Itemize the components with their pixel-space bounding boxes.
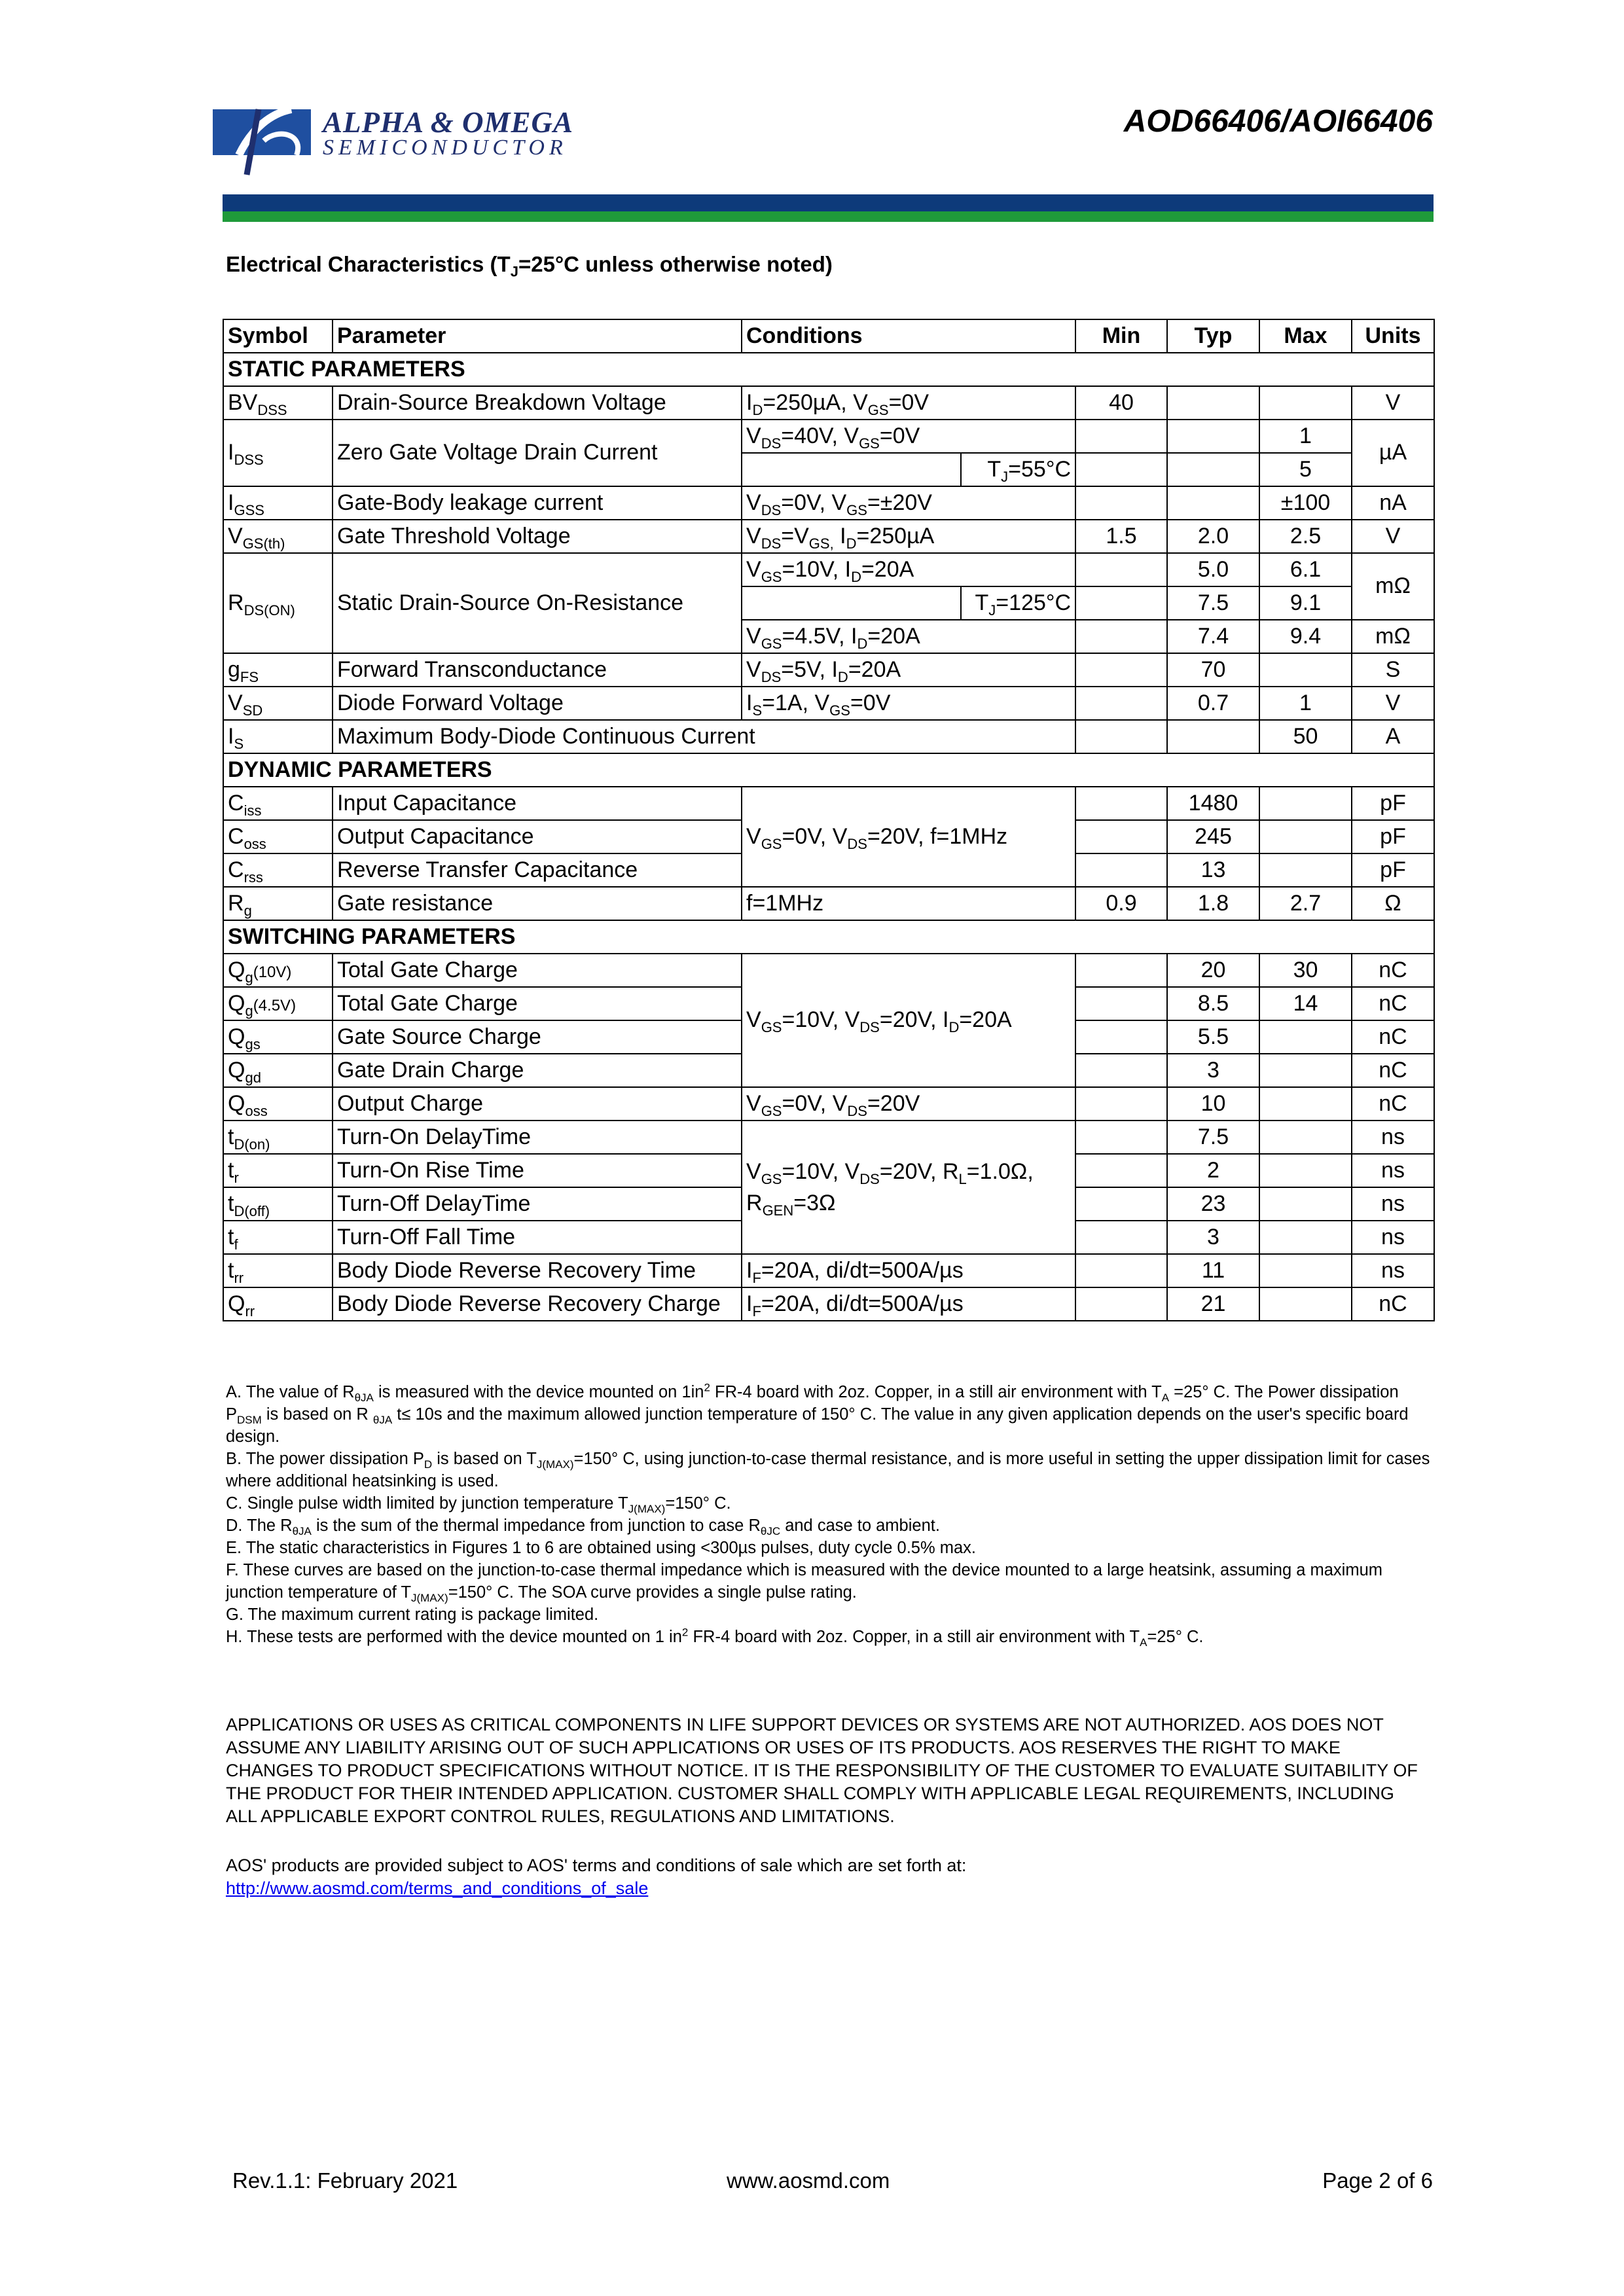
conditions-cell: $V_{GS}=4.5V$, $I_D=20A$: [742, 620, 1075, 653]
typ-cell: 2.0: [1167, 520, 1259, 553]
typ-cell: 3: [1167, 1221, 1259, 1254]
min-cell: [1075, 787, 1167, 820]
symbol-cell: $V_{SD}$: [223, 687, 333, 720]
symbol-cell: $t_{rr}$: [223, 1254, 333, 1287]
min-cell: [1075, 954, 1167, 987]
conditions-cell: $I_D=250\mu A$, $V_{GS}=0V$: [742, 386, 1075, 420]
min-cell: 1.5: [1075, 520, 1167, 553]
units-cell: ns: [1352, 1254, 1434, 1287]
max-cell: [1259, 1187, 1352, 1221]
min-cell: [1075, 486, 1167, 520]
note-b: B. The power dissipation $P_D$ is based on $T_{J(MAX)}=150^\circ$ C, using junction-to-case thermal resistance, and is more useful in setting the upper dissipation limit for cases where additional heatsinking is used.: [226, 1450, 1430, 1490]
symbol-cell: $Q_{rr}$: [223, 1287, 333, 1321]
symbol-cell: $C_{oss}$: [223, 820, 333, 853]
units-cell: nC: [1352, 987, 1434, 1020]
max-cell: [1259, 1020, 1352, 1054]
parameter-cell: Body Diode Reverse Recovery Time: [333, 1254, 742, 1287]
switching-parameters-title: SWITCHING PARAMETERS: [223, 920, 1434, 954]
max-cell: [1259, 1121, 1352, 1154]
conditions-cell: $I_S=1A$, $V_{GS}=0V$: [742, 687, 1075, 720]
units-cell: S: [1352, 653, 1434, 687]
min-cell: [1075, 987, 1167, 1020]
units-cell: ns: [1352, 1121, 1434, 1154]
max-cell: [1259, 653, 1352, 687]
units-cell: mΩ: [1352, 553, 1434, 620]
symbol-cell: $I_S$: [223, 720, 333, 753]
parameter-cell: Gate resistance: [333, 887, 742, 920]
parameter-cell: Output Charge: [333, 1087, 742, 1121]
typ-cell: [1167, 420, 1259, 453]
typ-cell: 70: [1167, 653, 1259, 687]
logo-subtitle: SEMICONDUCTOR: [323, 135, 568, 160]
max-cell: 2.7: [1259, 887, 1352, 920]
min-cell: [1075, 1254, 1167, 1287]
units-cell: V: [1352, 520, 1434, 553]
symbol-cell: $Q_{gs}$: [223, 1020, 333, 1054]
min-cell: [1075, 420, 1167, 453]
max-cell: [1259, 1154, 1352, 1187]
max-cell: 9.4: [1259, 620, 1352, 653]
table-header-row: [223, 319, 1434, 353]
units-cell: mΩ: [1352, 620, 1434, 653]
header-min: Min: [1075, 319, 1167, 353]
parameter-cell: Turn-On Rise Time: [333, 1154, 742, 1187]
max-cell: 50: [1259, 720, 1352, 753]
symbol-cell: $BV_{DSS}$: [223, 386, 333, 420]
typ-cell: 1.8: [1167, 887, 1259, 920]
typ-cell: 7.4: [1167, 620, 1259, 653]
conditions-cell: $I_F=20A$, di/dt=500A/µs: [742, 1287, 1075, 1321]
note-h: H. These tests are performed with the device mounted on 1 $in^2$ FR-4 board with 2oz. Copper, in a still air environment with $T_A=25^\circ$ C.: [226, 1626, 1204, 1649]
note-f: F. These curves are based on the junction-to-case thermal impedance which is measured with the device mounted to a large heatsink, assuming a maximum junction temperature of $T_{J(MAX)}=150^\circ$ C. The SOA curve provides a single pulse rating.: [226, 1561, 1383, 1605]
parameter-cell: Total Gate Charge: [333, 954, 742, 987]
max-cell: [1259, 1087, 1352, 1121]
section-row-static: [223, 353, 1434, 386]
typ-cell: 23: [1167, 1187, 1259, 1221]
part-number: AOD66406/AOI66406: [1123, 104, 1433, 139]
alpha-omega-logo-icon: [213, 101, 311, 180]
note-a: A. The value of $R_{\theta JA}$ is measured with the device mounted on $1in^2$ FR-4 board with 2oz. Copper, in a still air environment with $T_A =25^\circ$ C. The Power dissipation $P_{DSM}$ is based on R $_{\theta JA}$ t≤ 10s and the maximum allowed junction temperature of 150° C. The value in any given application depends on the user's specific board design.: [226, 1381, 1409, 1446]
conditions-cell: $V_{GS}=10V$, $V_{DS}=20V$, $R_L=1.0\Omega$, $R_{GEN}=3\Omega$: [742, 1121, 1075, 1254]
symbol-cell: $I_{DSS}$: [223, 420, 333, 486]
conditions-cell: $V_{GS}=0V$, $V_{DS}=20V$, f=1MHz: [742, 787, 1075, 887]
max-cell: [1259, 1221, 1352, 1254]
header-band-green: [223, 211, 1434, 222]
units-cell: µA: [1352, 420, 1434, 486]
parameter-cell: Gate Source Charge: [333, 1020, 742, 1054]
terms-link[interactable]: http://www.aosmd.com/terms_and_conditions_of_sale: [226, 1878, 649, 1898]
min-cell: [1075, 1221, 1167, 1254]
conditions-cell: $V_{DS}=V_{GS,}$ $I_D=250\mu A$: [742, 520, 1075, 553]
max-cell: 1: [1259, 687, 1352, 720]
legal-disclaimer: APPLICATIONS OR USES AS CRITICAL COMPONENTS IN LIFE SUPPORT DEVICES OR SYSTEMS ARE NOT AUTHORIZED. AOS DOES NOT ASSUME ANY LIABILITY ARISING OUT OF SUCH APPLICATIONS OR USES OF ITS PRODUCTS. AOS RESERVES THE RIGHT TO MAKE CHANGES TO PRODUCT SPECIFICATIONS WITHOUT NOTICE. IT IS THE RESPONSIBILITY OF THE CUSTOMER TO EVALUATE SUITABILITY OF THE PRODUCT FOR THEIR INTENDED APPLICATION. CUSTOMER SHALL COMPLY WITH APPLICABLE LEGAL REQUIREMENTS, INCLUDING ALL APPLICABLE EXPORT CONTROL RULES, REGULATIONS AND LIMITATIONS.: [226, 1715, 1418, 1826]
dynamic-parameters-title: DYNAMIC PARAMETERS: [223, 753, 1434, 787]
max-cell: [1259, 787, 1352, 820]
units-cell: nC: [1352, 954, 1434, 987]
table-row: [223, 787, 1434, 820]
symbol-cell: $Q_{gd}$: [223, 1054, 333, 1087]
typ-cell: [1167, 386, 1259, 420]
symbol-cell: $R_g$: [223, 887, 333, 920]
max-cell: ±100: [1259, 486, 1352, 520]
min-cell: [1075, 687, 1167, 720]
min-cell: [1075, 820, 1167, 853]
note-g: G. The maximum current rating is package limited.: [226, 1605, 599, 1624]
symbol-cell: $I_{GSS}$: [223, 486, 333, 520]
table-row: [223, 720, 1434, 753]
min-cell: [1075, 1020, 1167, 1054]
min-cell: [1075, 620, 1167, 653]
terms-block: [226, 1854, 1424, 1900]
min-cell: [1075, 553, 1167, 586]
section-title: Electrical Characteristics ($T_J=25^\circ C$ unless otherwise noted): [226, 252, 833, 280]
header-band-blue: [223, 194, 1434, 211]
parameter-cell: Output Capacitance: [333, 820, 742, 853]
min-cell: [1075, 1187, 1167, 1221]
units-cell: nA: [1352, 486, 1434, 520]
parameter-cell: Gate Drain Charge: [333, 1054, 742, 1087]
units-cell: ns: [1352, 1221, 1434, 1254]
table-row: [223, 486, 1434, 520]
units-cell: pF: [1352, 787, 1434, 820]
min-cell: [1075, 586, 1167, 620]
parameter-cell: Maximum Body-Diode Continuous Current: [333, 720, 1075, 753]
note-d: D. The $R_{\theta JA}$ is the sum of the thermal impedance from junction to case $R_{\theta JC}$ and case to ambient.: [226, 1516, 940, 1538]
table-row: [223, 1254, 1434, 1287]
max-cell: 6.1: [1259, 553, 1352, 586]
header-typ: Typ: [1167, 319, 1259, 353]
parameter-cell: Gate Threshold Voltage: [333, 520, 742, 553]
typ-cell: 20: [1167, 954, 1259, 987]
conditions-cell: $V_{GS}=0V$, $V_{DS}=20V$: [742, 1087, 1075, 1121]
footnotes: [226, 1381, 1437, 1648]
conditions-cell: f=1MHz: [742, 887, 1075, 920]
symbol-cell: $V_{GS(th)}$: [223, 520, 333, 553]
units-cell: pF: [1352, 820, 1434, 853]
max-cell: 2.5: [1259, 520, 1352, 553]
units-cell: ns: [1352, 1154, 1434, 1187]
conditions-cell: $I_F=20A$, di/dt=500A/µs: [742, 1254, 1075, 1287]
parameter-cell: Static Drain-Source On-Resistance: [333, 553, 742, 653]
units-cell: A: [1352, 720, 1434, 753]
tj-condition-cell: $T_J=125^\circ C$: [961, 586, 1075, 620]
footer-website: www.aosmd.com: [727, 2168, 890, 2193]
logo-name: ALPHA & OMEGA: [323, 106, 574, 139]
static-parameters-title: STATIC PARAMETERS: [223, 353, 1434, 386]
max-cell: 30: [1259, 954, 1352, 987]
table-row: [223, 420, 1434, 453]
conditions-cell: $V_{DS}=5V$, $I_D=20A$: [742, 653, 1075, 687]
table-row: [223, 1287, 1434, 1321]
min-cell: [1075, 1287, 1167, 1321]
units-cell: Ω: [1352, 887, 1434, 920]
typ-cell: [1167, 453, 1259, 486]
symbol-cell: $g_{FS}$: [223, 653, 333, 687]
typ-cell: 8.5: [1167, 987, 1259, 1020]
typ-cell: 11: [1167, 1254, 1259, 1287]
table-row: [223, 887, 1434, 920]
symbol-cell: $C_{iss}$: [223, 787, 333, 820]
tj-condition-cell: $T_J=55^\circ C$: [961, 453, 1075, 486]
min-cell: 0.9: [1075, 887, 1167, 920]
units-cell: nC: [1352, 1020, 1434, 1054]
parameter-cell: Body Diode Reverse Recovery Charge: [333, 1287, 742, 1321]
units-cell: pF: [1352, 853, 1434, 887]
symbol-cell: $Q_{oss}$: [223, 1087, 333, 1121]
units-cell: V: [1352, 386, 1434, 420]
min-cell: [1075, 853, 1167, 887]
parameter-cell: Turn-Off Fall Time: [333, 1221, 742, 1254]
min-cell: [1075, 653, 1167, 687]
min-cell: [1075, 1087, 1167, 1121]
max-cell: 5: [1259, 453, 1352, 486]
units-cell: nC: [1352, 1054, 1434, 1087]
max-cell: [1259, 853, 1352, 887]
max-cell: [1259, 1254, 1352, 1287]
typ-cell: [1167, 720, 1259, 753]
header-max: Max: [1259, 319, 1352, 353]
electrical-characteristics-table-body: [223, 319, 1435, 1321]
typ-cell: 1480: [1167, 787, 1259, 820]
typ-cell: 7.5: [1167, 1121, 1259, 1154]
note-e: E. The static characteristics in Figures 1 to 6 are obtained using <300µs pulses, duty cycle 0.5% max.: [226, 1539, 977, 1557]
table-row: [223, 1121, 1434, 1154]
header-symbol: Symbol: [223, 319, 333, 353]
terms-text: AOS' products are provided subject to AOS' terms and conditions of sale which are set forth at:: [226, 1856, 967, 1875]
parameter-cell: Gate-Body leakage current: [333, 486, 742, 520]
parameter-cell: Drain-Source Breakdown Voltage: [333, 386, 742, 420]
typ-cell: 3: [1167, 1054, 1259, 1087]
table-row: [223, 553, 1434, 586]
min-cell: 40: [1075, 386, 1167, 420]
max-cell: [1259, 1054, 1352, 1087]
header-conditions: Conditions: [742, 319, 1075, 353]
company-logo: [213, 101, 605, 180]
typ-cell: 2: [1167, 1154, 1259, 1187]
conditions-cell: $V_{GS}=10V$, $V_{DS}=20V$, $I_D=20A$: [742, 954, 1075, 1087]
max-cell: 1: [1259, 420, 1352, 453]
parameter-cell: Total Gate Charge: [333, 987, 742, 1020]
typ-cell: 245: [1167, 820, 1259, 853]
table-row: [223, 386, 1434, 420]
footer-page-number: Page 2 of 6: [1322, 2168, 1433, 2193]
units-cell: V: [1352, 687, 1434, 720]
parameter-cell: Turn-Off DelayTime: [333, 1187, 742, 1221]
typ-cell: 21: [1167, 1287, 1259, 1321]
max-cell: 14: [1259, 987, 1352, 1020]
min-cell: [1075, 453, 1167, 486]
section-row-dynamic: [223, 753, 1434, 787]
table-row: [223, 1087, 1434, 1121]
parameter-cell: Diode Forward Voltage: [333, 687, 742, 720]
symbol-cell: $t_f$: [223, 1221, 333, 1254]
symbol-cell: $R_{DS(ON)}$: [223, 553, 333, 653]
min-cell: [1075, 1054, 1167, 1087]
typ-cell: 7.5: [1167, 586, 1259, 620]
symbol-cell: $t_{D(on)}$: [223, 1121, 333, 1154]
table-row: [223, 954, 1434, 987]
note-c: C. Single pulse width limited by junction temperature $T_{J(MAX)}=150^\circ$ C.: [226, 1494, 731, 1516]
table-row: [223, 687, 1434, 720]
units-cell: nC: [1352, 1087, 1434, 1121]
symbol-cell: $Q_g(4.5V)$: [223, 987, 333, 1020]
conditions-cell: $V_{GS}=10V$, $I_D=20A$: [742, 553, 1075, 586]
conditions-blank: [742, 586, 961, 620]
max-cell: [1259, 386, 1352, 420]
table-row: [223, 520, 1434, 553]
conditions-blank: [742, 453, 961, 486]
footer-revision: Rev.1.1: February 2021: [232, 2168, 458, 2193]
max-cell: 9.1: [1259, 586, 1352, 620]
typ-cell: [1167, 486, 1259, 520]
symbol-cell: $Q_g(10V)$: [223, 954, 333, 987]
min-cell: [1075, 1154, 1167, 1187]
symbol-cell: $t_{D(off)}$: [223, 1187, 333, 1221]
typ-cell: 10: [1167, 1087, 1259, 1121]
parameter-cell: Turn-On DelayTime: [333, 1121, 742, 1154]
min-cell: [1075, 720, 1167, 753]
max-cell: [1259, 820, 1352, 853]
section-row-switching: [223, 920, 1434, 954]
units-cell: ns: [1352, 1187, 1434, 1221]
conditions-cell: $V_{DS}=0V$, $V_{GS}=\pm 20V$: [742, 486, 1075, 520]
typ-cell: 0.7: [1167, 687, 1259, 720]
symbol-cell: $t_r$: [223, 1154, 333, 1187]
max-cell: [1259, 1287, 1352, 1321]
header-parameter: Parameter: [333, 319, 742, 353]
min-cell: [1075, 1121, 1167, 1154]
table-row: [223, 653, 1434, 687]
parameter-cell: Reverse Transfer Capacitance: [333, 853, 742, 887]
symbol-cell: $C_{rss}$: [223, 853, 333, 887]
conditions-cell: $V_{DS}=40V$, $V_{GS}=0V$: [742, 420, 1075, 453]
header-units: Units: [1352, 319, 1434, 353]
typ-cell: 5.5: [1167, 1020, 1259, 1054]
typ-cell: 13: [1167, 853, 1259, 887]
units-cell: nC: [1352, 1287, 1434, 1321]
parameter-cell: Zero Gate Voltage Drain Current: [333, 420, 742, 486]
parameter-cell: Forward Transconductance: [333, 653, 742, 687]
typ-cell: 5.0: [1167, 553, 1259, 586]
parameter-cell: Input Capacitance: [333, 787, 742, 820]
